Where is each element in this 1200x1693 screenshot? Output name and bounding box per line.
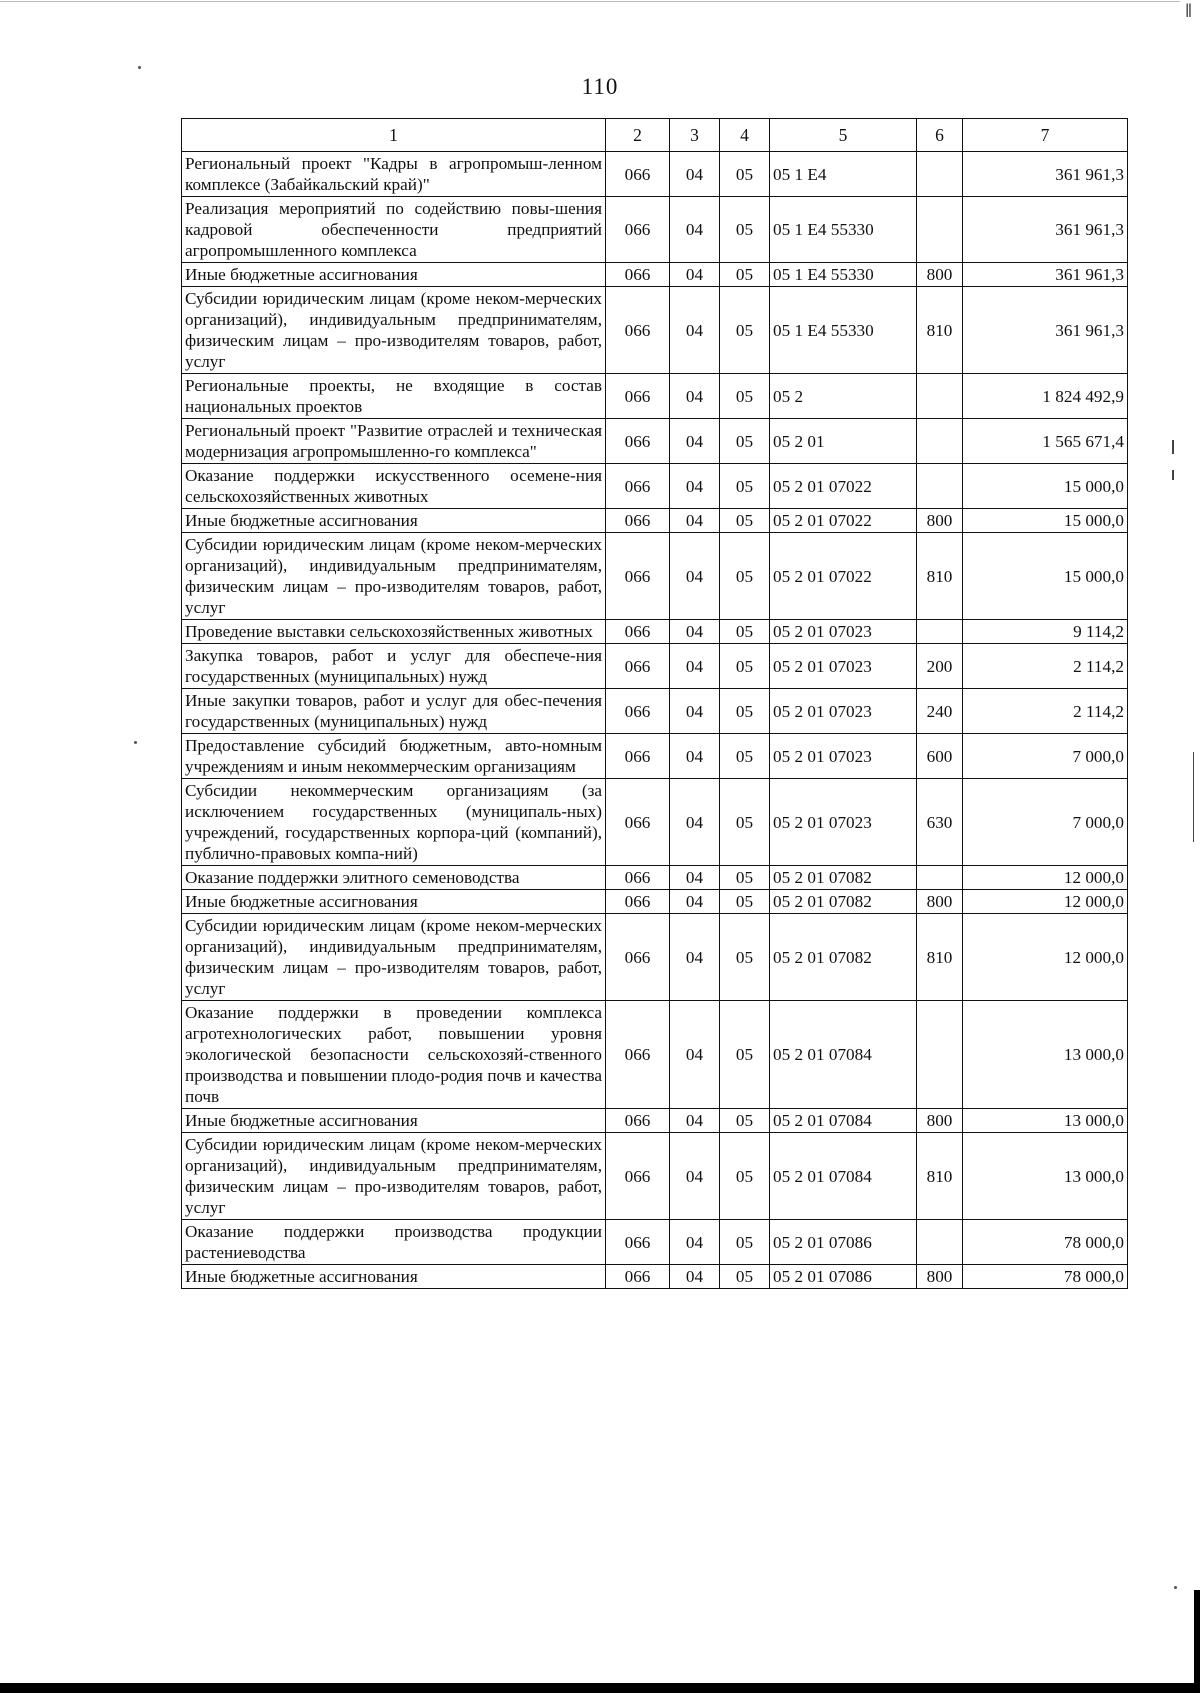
row-ministry-code: 066 xyxy=(606,620,670,644)
scan-mark xyxy=(1172,470,1174,480)
table-row xyxy=(182,287,1128,374)
column-header-section: 3 xyxy=(670,119,720,152)
row-subsection-code: 05 xyxy=(720,866,770,890)
column-header-subsection: 4 xyxy=(720,119,770,152)
table-row xyxy=(182,620,1128,644)
row-amount: 12 000,0 xyxy=(963,890,1128,914)
table-row xyxy=(182,689,1128,734)
row-target-article: 05 2 01 07023 xyxy=(770,620,917,644)
row-expense-type: 810 xyxy=(917,1133,963,1220)
row-expense-type xyxy=(917,374,963,419)
row-expense-type: 800 xyxy=(917,890,963,914)
row-name: Субсидии юридическим лицам (кроме неком-мерческих организаций), индивидуальным предпринимателям, физическим лицам – про-изводителям товаров, работ, услуг xyxy=(182,533,606,620)
row-subsection-code: 05 xyxy=(720,1001,770,1109)
row-expense-type: 800 xyxy=(917,509,963,533)
row-amount: 13 000,0 xyxy=(963,1109,1128,1133)
row-target-article: 05 1 E4 xyxy=(770,152,917,197)
row-target-article: 05 1 E4 55330 xyxy=(770,197,917,263)
row-target-article: 05 2 01 07022 xyxy=(770,509,917,533)
row-subsection-code: 05 xyxy=(720,464,770,509)
page-number: 110 xyxy=(581,74,619,99)
row-target-article: 05 2 01 07022 xyxy=(770,533,917,620)
row-amount: 361 961,3 xyxy=(963,152,1128,197)
row-target-article: 05 2 01 07023 xyxy=(770,779,917,866)
row-ministry-code: 066 xyxy=(606,287,670,374)
row-section-code: 04 xyxy=(670,914,720,1001)
row-name: Региональные проекты, не входящие в состав национальных проектов xyxy=(182,374,606,419)
row-expense-type: 810 xyxy=(917,533,963,620)
row-ministry-code: 066 xyxy=(606,1109,670,1133)
row-target-article: 05 2 01 07086 xyxy=(770,1220,917,1265)
row-name: Иные бюджетные ассигнования xyxy=(182,890,606,914)
row-name: Оказание поддержки в проведении комплекса агротехнологических работ, повышении уровня экологической безопасности сельскохозяй-ственного производства и повышении плодо-родия почв и качества почв xyxy=(182,1001,606,1109)
table-row xyxy=(182,1001,1128,1109)
row-subsection-code: 05 xyxy=(720,1109,770,1133)
row-section-code: 04 xyxy=(670,1133,720,1220)
row-expense-type xyxy=(917,419,963,464)
row-expense-type xyxy=(917,1220,963,1265)
row-name: Субсидии юридическим лицам (кроме неком-мерческих организаций), индивидуальным предпринимателям, физическим лицам – про-изводителям товаров, работ, услуг xyxy=(182,287,606,374)
column-header-expense-type: 6 xyxy=(917,119,963,152)
row-amount: 9 114,2 xyxy=(963,620,1128,644)
table-row xyxy=(182,152,1128,197)
row-ministry-code: 066 xyxy=(606,263,670,287)
column-header-name: 1 xyxy=(182,119,606,152)
table-row xyxy=(182,644,1128,689)
row-amount: 15 000,0 xyxy=(963,509,1128,533)
row-section-code: 04 xyxy=(670,263,720,287)
row-target-article: 05 2 01 07022 xyxy=(770,464,917,509)
row-ministry-code: 066 xyxy=(606,890,670,914)
row-amount: 1 824 492,9 xyxy=(963,374,1128,419)
row-subsection-code: 05 xyxy=(720,152,770,197)
row-expense-type: 600 xyxy=(917,734,963,779)
row-subsection-code: 05 xyxy=(720,1265,770,1289)
row-ministry-code: 066 xyxy=(606,689,670,734)
row-ministry-code: 066 xyxy=(606,464,670,509)
row-ministry-code: 066 xyxy=(606,197,670,263)
row-name: Оказание поддержки элитного семеноводства xyxy=(182,866,606,890)
row-ministry-code: 066 xyxy=(606,866,670,890)
scan-bottom-edge xyxy=(0,1683,1200,1693)
row-expense-type: 800 xyxy=(917,263,963,287)
row-expense-type xyxy=(917,464,963,509)
row-expense-type: 200 xyxy=(917,644,963,689)
row-section-code: 04 xyxy=(670,509,720,533)
row-section-code: 04 xyxy=(670,689,720,734)
row-ministry-code: 066 xyxy=(606,1133,670,1220)
row-ministry-code: 066 xyxy=(606,1220,670,1265)
row-subsection-code: 05 xyxy=(720,197,770,263)
row-name: Субсидии юридическим лицам (кроме неком-мерческих организаций), индивидуальным предпринимателям, физическим лицам – про-изводителям товаров, работ, услуг xyxy=(182,914,606,1001)
row-subsection-code: 05 xyxy=(720,533,770,620)
scan-speck xyxy=(138,66,141,69)
row-section-code: 04 xyxy=(670,734,720,779)
row-section-code: 04 xyxy=(670,1220,720,1265)
scan-speck xyxy=(134,741,137,744)
row-target-article: 05 2 01 07084 xyxy=(770,1133,917,1220)
row-name: Реализация мероприятий по содействию повы-шения кадровой обеспеченности предприятий агропромышленного комплекса xyxy=(182,197,606,263)
row-section-code: 04 xyxy=(670,419,720,464)
row-subsection-code: 05 xyxy=(720,620,770,644)
row-target-article: 05 2 01 07082 xyxy=(770,866,917,890)
row-name: Оказание поддержки искусственного осемене-ния сельскохозяйственных животных xyxy=(182,464,606,509)
row-expense-type: 240 xyxy=(917,689,963,734)
table-row xyxy=(182,890,1128,914)
row-amount: 78 000,0 xyxy=(963,1265,1128,1289)
row-subsection-code: 05 xyxy=(720,689,770,734)
table-row xyxy=(182,914,1128,1001)
row-ministry-code: 066 xyxy=(606,734,670,779)
row-ministry-code: 066 xyxy=(606,1265,670,1289)
row-name: Закупка товаров, работ и услуг для обеспече-ния государственных (муниципальных) нужд xyxy=(182,644,606,689)
row-target-article: 05 1 E4 55330 xyxy=(770,287,917,374)
row-name: Иные бюджетные ассигнования xyxy=(182,1109,606,1133)
row-subsection-code: 05 xyxy=(720,509,770,533)
row-subsection-code: 05 xyxy=(720,779,770,866)
row-subsection-code: 05 xyxy=(720,644,770,689)
scan-corner-mark: ǁ xyxy=(1185,2,1192,18)
row-expense-type: 810 xyxy=(917,287,963,374)
row-section-code: 04 xyxy=(670,287,720,374)
row-ministry-code: 066 xyxy=(606,509,670,533)
table-row xyxy=(182,197,1128,263)
row-expense-type: 630 xyxy=(917,779,963,866)
row-amount: 361 961,3 xyxy=(963,287,1128,374)
row-amount: 12 000,0 xyxy=(963,866,1128,890)
row-ministry-code: 066 xyxy=(606,1001,670,1109)
row-amount: 361 961,3 xyxy=(963,263,1128,287)
table-row xyxy=(182,464,1128,509)
row-section-code: 04 xyxy=(670,866,720,890)
row-section-code: 04 xyxy=(670,197,720,263)
row-target-article: 05 2 01 xyxy=(770,419,917,464)
table-row xyxy=(182,866,1128,890)
row-expense-type xyxy=(917,1001,963,1109)
row-subsection-code: 05 xyxy=(720,1133,770,1220)
table-row xyxy=(182,734,1128,779)
table-row xyxy=(182,374,1128,419)
row-section-code: 04 xyxy=(670,1109,720,1133)
column-header-target: 5 xyxy=(770,119,917,152)
row-amount: 7 000,0 xyxy=(963,779,1128,866)
row-section-code: 04 xyxy=(670,620,720,644)
row-subsection-code: 05 xyxy=(720,287,770,374)
row-amount: 361 961,3 xyxy=(963,197,1128,263)
row-section-code: 04 xyxy=(670,152,720,197)
column-header-amount: 7 xyxy=(963,119,1128,152)
row-expense-type xyxy=(917,866,963,890)
row-ministry-code: 066 xyxy=(606,152,670,197)
row-subsection-code: 05 xyxy=(720,890,770,914)
row-name: Региональный проект "Развитие отраслей и техническая модернизация агропромышленно-го комплекса" xyxy=(182,419,606,464)
row-expense-type: 800 xyxy=(917,1265,963,1289)
table-body xyxy=(182,152,1128,1289)
budget-table xyxy=(181,118,1128,1289)
row-expense-type xyxy=(917,197,963,263)
row-name: Региональный проект "Кадры в агропромыш-ленном комплексе (Забайкальский край)" xyxy=(182,152,606,197)
row-name: Иные закупки товаров, работ и услуг для обес-печения государственных (муниципальных) нужд xyxy=(182,689,606,734)
row-amount: 13 000,0 xyxy=(963,1001,1128,1109)
row-amount: 13 000,0 xyxy=(963,1133,1128,1220)
table-row xyxy=(182,263,1128,287)
row-name: Проведение выставки сельскохозяйственных животных xyxy=(182,620,606,644)
table-row xyxy=(182,1265,1128,1289)
table-row xyxy=(182,1109,1128,1133)
scan-speck xyxy=(1174,1586,1177,1589)
row-section-code: 04 xyxy=(670,533,720,620)
row-subsection-code: 05 xyxy=(720,419,770,464)
row-subsection-code: 05 xyxy=(720,374,770,419)
row-section-code: 04 xyxy=(670,374,720,419)
row-target-article: 05 2 xyxy=(770,374,917,419)
row-expense-type xyxy=(917,152,963,197)
scan-mark xyxy=(1172,440,1174,454)
column-header-ministry: 2 xyxy=(606,119,670,152)
row-target-article: 05 2 01 07084 xyxy=(770,1001,917,1109)
row-amount: 7 000,0 xyxy=(963,734,1128,779)
row-section-code: 04 xyxy=(670,464,720,509)
row-amount: 78 000,0 xyxy=(963,1220,1128,1265)
row-name: Субсидии юридическим лицам (кроме неком-мерческих организаций), индивидуальным предпринимателям, физическим лицам – про-изводителям товаров, работ, услуг xyxy=(182,1133,606,1220)
row-expense-type: 810 xyxy=(917,914,963,1001)
row-section-code: 04 xyxy=(670,890,720,914)
row-section-code: 04 xyxy=(670,779,720,866)
table-row xyxy=(182,1220,1128,1265)
row-target-article: 05 2 01 07023 xyxy=(770,644,917,689)
row-target-article: 05 2 01 07082 xyxy=(770,914,917,1001)
row-name: Субсидии некоммерческим организациям (за исключением государственных (муниципаль-ных) учреждений, государственных корпора-ций (компаний), публично-правовых компа-ний) xyxy=(182,779,606,866)
row-subsection-code: 05 xyxy=(720,1220,770,1265)
scan-edge-bar xyxy=(1194,1590,1200,1683)
table-row xyxy=(182,533,1128,620)
row-section-code: 04 xyxy=(670,644,720,689)
row-ministry-code: 066 xyxy=(606,644,670,689)
table-row xyxy=(182,779,1128,866)
row-expense-type xyxy=(917,620,963,644)
row-amount: 2 114,2 xyxy=(963,689,1128,734)
row-expense-type: 800 xyxy=(917,1109,963,1133)
row-target-article: 05 2 01 07084 xyxy=(770,1109,917,1133)
row-ministry-code: 066 xyxy=(606,419,670,464)
row-ministry-code: 066 xyxy=(606,779,670,866)
row-name: Иные бюджетные ассигнования xyxy=(182,509,606,533)
row-ministry-code: 066 xyxy=(606,374,670,419)
row-ministry-code: 066 xyxy=(606,533,670,620)
row-amount: 12 000,0 xyxy=(963,914,1128,1001)
row-target-article: 05 2 01 07023 xyxy=(770,734,917,779)
table-row xyxy=(182,1133,1128,1220)
row-target-article: 05 2 01 07086 xyxy=(770,1265,917,1289)
row-name: Иные бюджетные ассигнования xyxy=(182,1265,606,1289)
row-target-article: 05 1 E4 55330 xyxy=(770,263,917,287)
row-target-article: 05 2 01 07023 xyxy=(770,689,917,734)
table-row xyxy=(182,419,1128,464)
scan-mark xyxy=(1193,752,1194,842)
row-amount: 2 114,2 xyxy=(963,644,1128,689)
row-name: Оказание поддержки производства продукции растениеводства xyxy=(182,1220,606,1265)
row-amount: 15 000,0 xyxy=(963,464,1128,509)
row-ministry-code: 066 xyxy=(606,914,670,1001)
row-amount: 1 565 671,4 xyxy=(963,419,1128,464)
scan-edge-line xyxy=(0,1,1180,2)
row-subsection-code: 05 xyxy=(720,734,770,779)
row-subsection-code: 05 xyxy=(720,914,770,1001)
row-name: Предоставление субсидий бюджетным, авто-номным учреждениям и иным некоммерческим организациям xyxy=(182,734,606,779)
row-name: Иные бюджетные ассигнования xyxy=(182,263,606,287)
row-amount: 15 000,0 xyxy=(963,533,1128,620)
row-section-code: 04 xyxy=(670,1001,720,1109)
row-section-code: 04 xyxy=(670,1265,720,1289)
header-row xyxy=(182,119,1128,152)
row-target-article: 05 2 01 07082 xyxy=(770,890,917,914)
table-row xyxy=(182,509,1128,533)
row-subsection-code: 05 xyxy=(720,263,770,287)
